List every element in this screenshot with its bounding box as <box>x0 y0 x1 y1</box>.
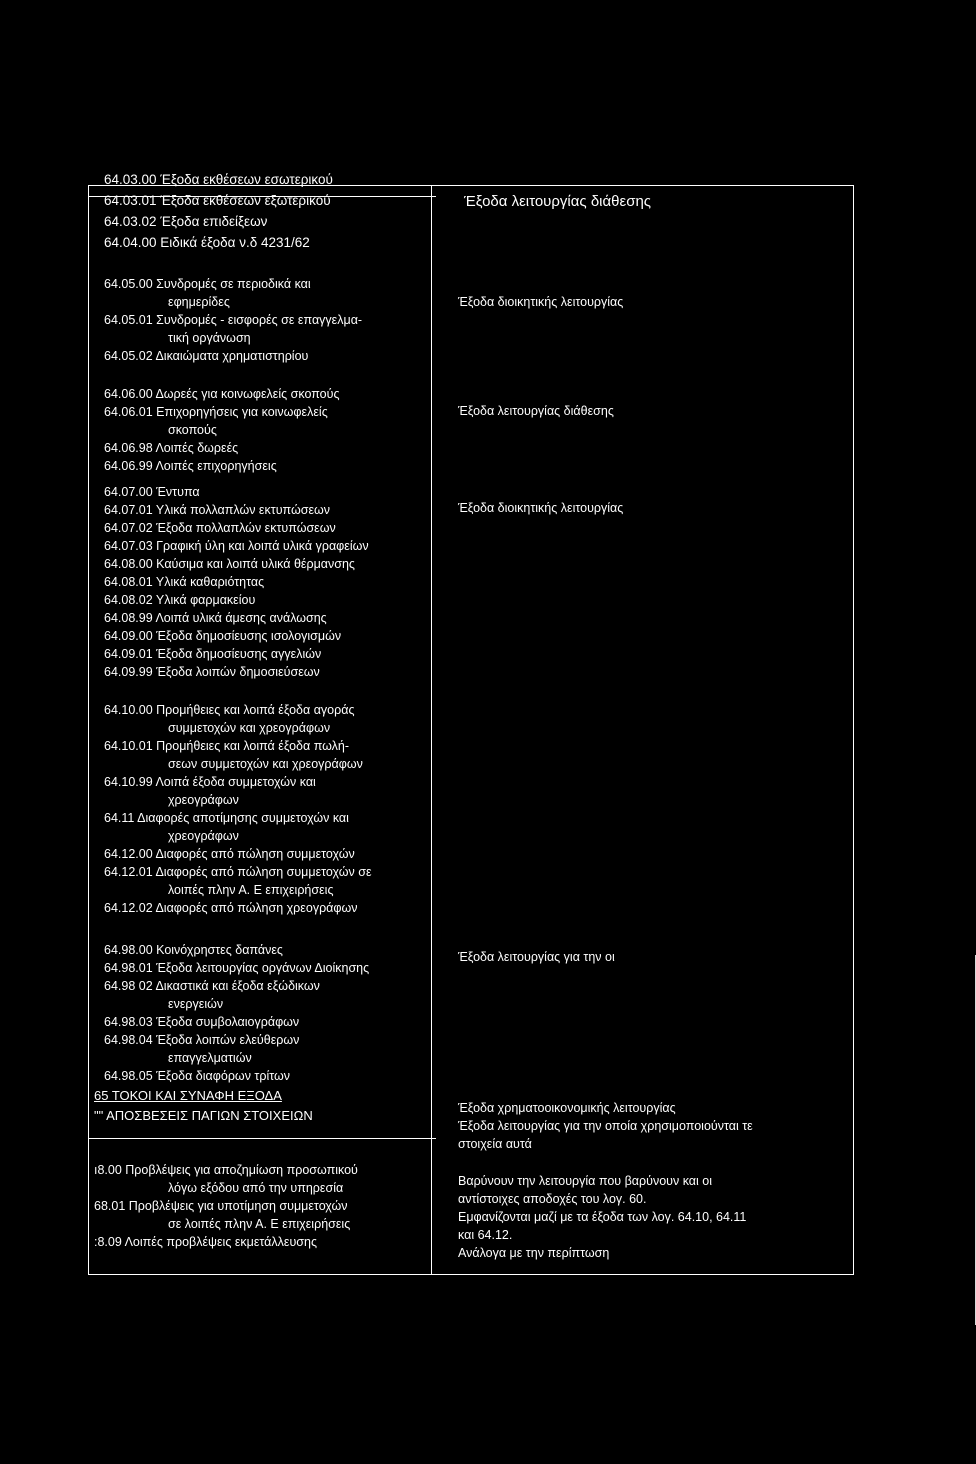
account-line: επαγγελματιών <box>168 1051 252 1065</box>
function-label: Έξοδα λειτουργίας για την οποία χρησιμοποιούνται τε <box>458 1119 753 1133</box>
account-line: 64.10.99 Λοιπά έξοδα συμμετοχών και <box>104 775 316 789</box>
account-line: 64.09.00 Έξοδα δημοσίευσης ισολογισμών <box>104 629 342 643</box>
account-line: 64.03.02 Έξοδα επιδείξεων <box>104 214 268 229</box>
function-label: αντίστοιχες αποδοχές του λογ. 60. <box>458 1192 647 1206</box>
function-label: Έξοδα διοικητικής λειτουργίας <box>458 501 624 515</box>
account-line: 64.98.00 Κοινόχρηστες δαπάνες <box>104 943 283 957</box>
account-line: 64.12.01 Διαφορές από πώληση συμμετοχών σε <box>104 865 372 879</box>
account-line: τική οργάνωση <box>168 331 251 345</box>
account-line: 64.08.99 Λοιπά υλικά άμεσης ανάλωσης <box>104 611 327 625</box>
account-line: 64.06.98 Λοιπές δωρεές <box>104 441 239 455</box>
account-line: χρεογράφων <box>168 793 239 807</box>
account-line: 64.12.02 Διαφορές από πώληση χρεογράφων <box>104 901 358 915</box>
account-line: 64.12.00 Διαφορές από πώληση συμμετοχών <box>104 847 355 861</box>
account-line: συμμετοχών και χρεογράφων <box>168 721 331 735</box>
account-line: 64.98.04 Έξοδα λοιπών ελεύθερων <box>104 1033 300 1047</box>
function-label: και 64.12. <box>458 1228 513 1242</box>
account-line: 64.07.01 Υλικά πολλαπλών εκτυπώσεων <box>104 503 331 517</box>
account-line: 64.10.00 Προμήθειες και λοιπά έξοδα αγοράς <box>104 703 355 717</box>
account-line: ενεργειών <box>168 997 224 1011</box>
function-label: Έξοδα λειτουργίας διάθεσης <box>464 193 652 210</box>
account-line: 64.98 02 Δικαστικά και έξοδα εξώδικων <box>104 979 320 993</box>
account-line: 64.03.01 Έξοδα εκθέσεων εξωτερικού <box>104 193 331 208</box>
account-line: 64.06.00 Δωρεές για κοινωφελείς σκοπούς <box>104 387 340 401</box>
account-line: σκοπούς <box>168 423 217 437</box>
account-line: 64.08.00 Καύσιμα και λοιπά υλικά θέρμανσης <box>104 557 355 571</box>
account-line: εφημερίδες <box>168 295 230 309</box>
account-line: 64.07.02 Έξοδα πολλαπλών εκτυπώσεων <box>104 521 336 535</box>
account-line: 64.09.99 Έξοδα λοιπών δημοσιεύσεων <box>104 665 320 679</box>
account-line: 64.06.99 Λοιπές επιχορηγήσεις <box>104 459 277 473</box>
account-line: λοιπές πλην Α. Ε επιχειρήσεις <box>168 883 334 897</box>
account-line: 64.06.01 Επιχορηγήσεις για κοινωφελείς <box>104 405 328 419</box>
account-line: 64.05.01 Συνδρομές - εισφορές σε επαγγελμα- <box>104 313 363 327</box>
account-line: σε λοιπές πλην Α. Ε επιχειρήσεις <box>168 1217 351 1231</box>
account-line: σεων συμμετοχών και χρεογράφων <box>168 757 363 771</box>
account-line: 64.11 Διαφορές αποτίμησης συμμετοχών και <box>104 811 349 825</box>
function-label: Έξοδα χρηματοοικονομικής λειτουργίας <box>458 1101 676 1115</box>
account-line: ı8.00 Προβλέψεις για αποζημίωση προσωπικού <box>94 1163 358 1177</box>
account-line: :8.09 Λοιπές προβλέψεις εκμετάλλευσης <box>94 1235 317 1249</box>
account-line: 64.98.01 Έξοδα λειτουργίας οργάνων Διοίκησης <box>104 961 370 975</box>
column-divider <box>431 185 432 1275</box>
account-line: 64.08.01 Υλικά καθαριότητας <box>104 575 265 589</box>
function-label: Εμφανίζονται μαζί με τα έξοδα των λογ. 64.10, 64.11 <box>458 1210 747 1224</box>
account-line: 64.09.01 Έξοδα δημοσίευσης αγγελιών <box>104 647 322 661</box>
account-line: 64.05.02 Δικαιώματα χρηματιστηρίου <box>104 349 309 363</box>
function-label: Έξοδα διοικητικής λειτουργίας <box>458 295 624 309</box>
account-line: 64.07.00 Έντυπα <box>104 485 200 499</box>
account-line: 64.07.03 Γραφική ύλη και λοιπά υλικά γραφείων <box>104 539 369 553</box>
section-rule <box>88 1138 436 1139</box>
account-line: χρεογράφων <box>168 829 239 843</box>
account-line: 64.03.00 Έξοδα εκθέσεων εσωτερικού <box>104 172 333 187</box>
function-label: Έξοδα λειτουργίας διάθεσης <box>458 404 614 418</box>
account-line: 64.98.05 Έξοδα διαφόρων τρίτων <box>104 1069 291 1083</box>
account-line: 64.08.02 Υλικά φαρμακείου <box>104 593 256 607</box>
function-label: Βαρύνουν την λειτουργία που βαρύνουν και οι <box>458 1174 713 1188</box>
account-line: 68.01 Προβλέψεις για υποτίμηση συμμετοχών <box>94 1199 348 1213</box>
account-line: 64.05.00 Συνδρομές σε περιοδικά και <box>104 277 311 291</box>
function-label: Ανάλογα με την περίπτωση <box>458 1246 610 1260</box>
function-label: στοιχεία αυτά <box>458 1137 532 1151</box>
account-line: 64.10.01 Προμήθειες και λοιπά έξοδα πωλή- <box>104 739 350 753</box>
section-heading: 65 ΤΟΚΟΙ ΚΑΙ ΣΥΝΑΦΗ ΕΞΟΔΑ <box>94 1088 282 1103</box>
function-label: Έξοδα λειτουργίας για την οι <box>458 950 615 964</box>
account-line: 64.04.00 Ειδικά έξοδα ν.δ 4231/62 <box>104 235 310 250</box>
account-line: λόγω εξόδου από την υπηρεσία <box>168 1181 344 1195</box>
account-line: 64.98.03 Έξοδα συμβολαιογράφων <box>104 1015 300 1029</box>
section-heading: "" ΑΠΟΣΒΕΣΕΙΣ ΠΑΓΙΩΝ ΣΤΟΙΧΕΙΩΝ <box>94 1108 313 1123</box>
